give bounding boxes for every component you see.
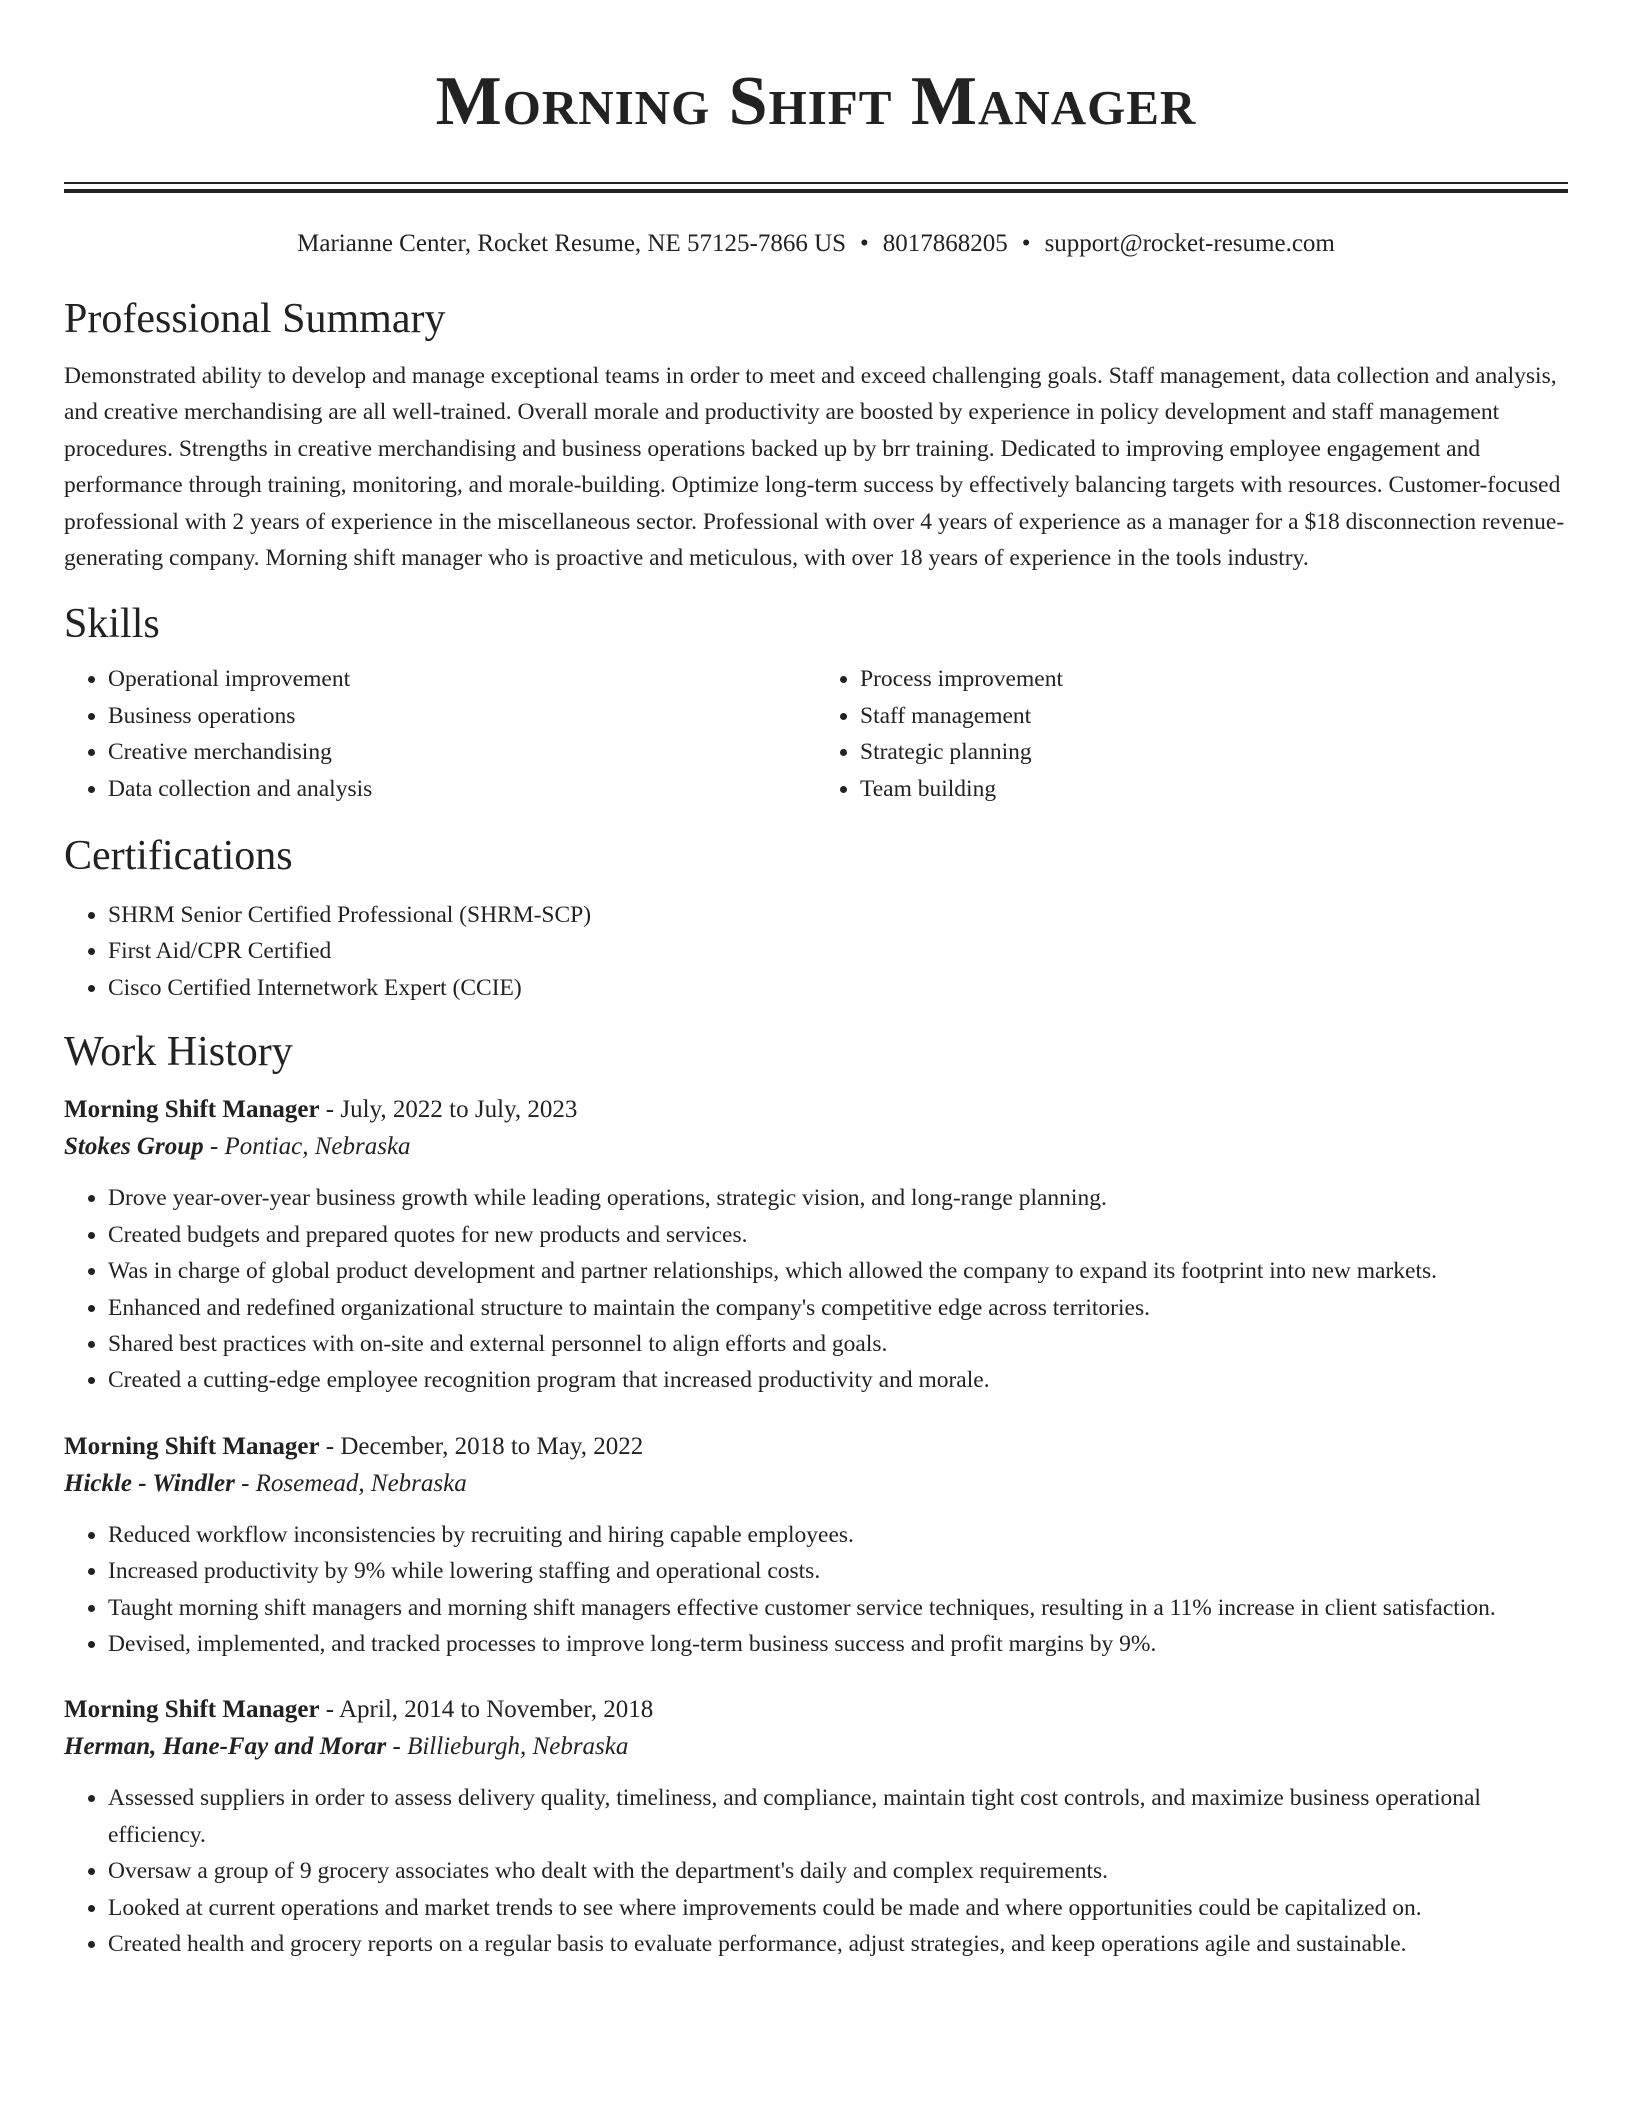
job-header <box>64 1092 1568 1128</box>
contact-line <box>64 228 1568 260</box>
job-bullet: • Enhanced and redefined organizational structure to maintain the company's competitive edge across territories. <box>108 1290 1568 1326</box>
skill-item: • Business operations <box>108 698 816 734</box>
job-bullet: • Increased productivity by 9% while lowering staffing and operational costs. <box>108 1553 1568 1589</box>
job-header <box>64 1429 1568 1465</box>
job-employer <box>64 1128 1568 1166</box>
skill-item: • Team building <box>860 771 1568 807</box>
certifications-list <box>64 897 1568 1006</box>
job-bullet: • Reduced workflow inconsistencies by recruiting and hiring capable employees. <box>108 1517 1568 1553</box>
resume-name: Morning Shift Manager <box>435 63 1197 140</box>
job-title: Morning Shift Manager <box>64 1432 320 1460</box>
job-employer <box>64 1728 1568 1766</box>
job-title: Morning Shift Manager <box>64 1696 320 1724</box>
job-bullet: • Oversaw a group of 9 grocery associates who dealt with the department's daily and complex requirements. <box>108 1853 1568 1889</box>
company-name: Herman, Hane-Fay and Morar <box>64 1733 387 1761</box>
skills-list-right <box>816 661 1568 807</box>
skill-item: • Staff management <box>860 698 1568 734</box>
job-location: - Rosemead, Nebraska <box>234 1469 467 1497</box>
summary-text: Demonstrated ability to develop and manage exceptional teams in order to meet and exceed challenging goals. Staff management, data collection and analysis, and creative merchandising are all well-trained. Overall morale and productivity are boosted by experience in policy development and staff management procedures. Strengths in creative merchandising and business operations backed up by brr training. Dedicated to improving employee engagement and performance through training, monitoring, and morale-building. Optimize long-term success by effectively balancing targets with resources. Customer-focused professional with 2 years of experience in the miscellaneous sector. Professional with over 4 years of experience as a manager for a $18 disconnection revenue-generating company. Morning shift manager who is proactive and meticulous, with over 18 years of experience in the tools industry. <box>64 363 1565 572</box>
skills-list-left <box>64 661 816 807</box>
skills-heading: Skills <box>64 601 160 648</box>
job-bullets <box>64 1180 1568 1398</box>
job-bullet: • Was in charge of global product development and partner relationships, which allowed the company to expand its footprint into new markets. <box>108 1253 1568 1289</box>
skill-item: • Strategic planning <box>860 734 1568 770</box>
separator-dot: • <box>1021 230 1031 257</box>
contact-email: support@rocket-resume.com <box>1044 230 1335 257</box>
job-location: - Billieburgh, Nebraska <box>386 1733 629 1761</box>
certification-item: • First Aid/CPR Certified <box>108 933 1568 969</box>
job-bullet: • Shared best practices with on-site and external personnel to align efforts and goals. <box>108 1326 1568 1362</box>
job-header <box>64 1692 1568 1728</box>
skills-columns <box>64 661 1568 807</box>
job-title: Morning Shift Manager <box>64 1096 320 1124</box>
skill-item: • Data collection and analysis <box>108 771 816 807</box>
job-location: - Pontiac, Nebraska <box>203 1133 411 1161</box>
job-employer <box>64 1465 1568 1503</box>
job-entry <box>64 1092 1568 1398</box>
certification-item: • SHRM Senior Certified Professional (SHRM-SCP) <box>108 897 1568 933</box>
job-bullet: • Created health and grocery reports on a regular basis to evaluate performance, adjust strategies, and keep operations agile and sustainable. <box>108 1926 1568 1962</box>
company-name: Stokes Group <box>64 1133 204 1161</box>
job-bullet: • Taught morning shift managers and morning shift managers effective customer service techniques, resulting in a 11% increase in client satisfaction. <box>108 1590 1568 1626</box>
separator-dot: • <box>860 230 869 257</box>
skill-item: • Operational improvement <box>108 661 816 697</box>
work-history-heading: Work History <box>64 1029 293 1076</box>
contact-address: Marianne Center, Rocket Resume, NE 57125-7866 US <box>297 230 847 257</box>
job-dates: - April, 2014 to November, 2018 <box>319 1696 654 1724</box>
skill-item: • Process improvement <box>860 661 1568 697</box>
certifications-heading: Certifications <box>64 833 293 880</box>
certification-item: • Cisco Certified Internetwork Expert (CCIE) <box>108 970 1568 1006</box>
summary-heading: Professional Summary <box>64 296 446 342</box>
job-bullet: • Created a cutting-edge employee recognition program that increased productivity and morale. <box>108 1362 1568 1398</box>
contact-phone: 8017868205 <box>882 230 1008 257</box>
company-name: Hickle - Windler <box>64 1469 235 1497</box>
job-bullet: • Devised, implemented, and tracked processes to improve long-term business success and profit margins by 9%. <box>108 1626 1568 1662</box>
job-bullet: • Drove year-over-year business growth while leading operations, strategic vision, and long-range planning. <box>108 1180 1568 1216</box>
job-bullets <box>64 1517 1568 1663</box>
job-bullet: • Assessed suppliers in order to assess delivery quality, timeliness, and compliance, maintain tight cost controls, and maximize business operational efficiency. <box>108 1780 1568 1853</box>
job-bullet: • Created budgets and prepared quotes for new products and services. <box>108 1217 1568 1253</box>
job-dates: - July, 2022 to July, 2023 <box>319 1096 578 1124</box>
header-divider <box>64 182 1568 193</box>
job-dates: - December, 2018 to May, 2022 <box>319 1432 644 1460</box>
skill-item: • Creative merchandising <box>108 734 816 770</box>
job-bullets <box>64 1780 1568 1962</box>
job-bullet: • Looked at current operations and market trends to see where improvements could be made and where opportunities could be capitalized on. <box>108 1890 1568 1926</box>
job-entry <box>64 1692 1568 1962</box>
job-entry <box>64 1429 1568 1663</box>
